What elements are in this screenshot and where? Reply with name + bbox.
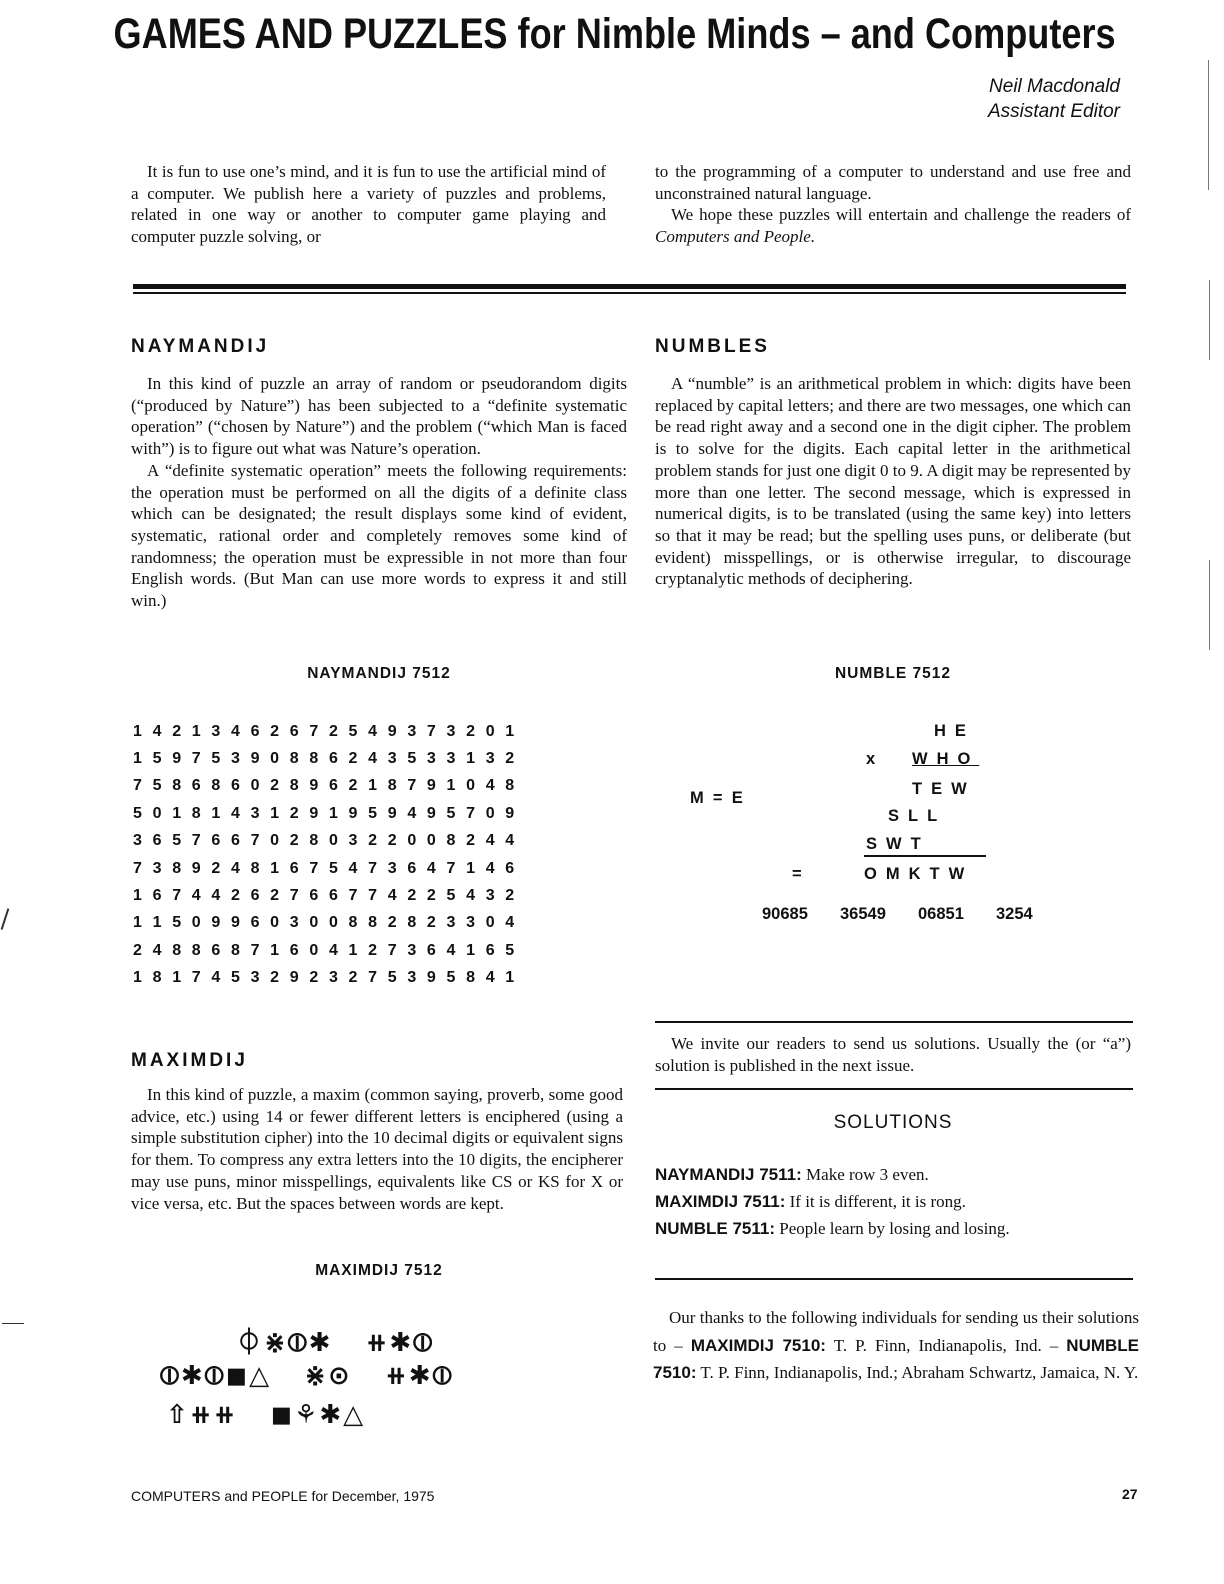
solution-item bbox=[655, 1188, 1131, 1215]
digit-cell: 8 bbox=[172, 941, 182, 959]
digit-cell: 7 bbox=[133, 777, 142, 795]
numble-times-sign: x bbox=[866, 750, 876, 768]
digit-cell: 2 bbox=[426, 887, 436, 905]
digit-cell: 8 bbox=[446, 832, 456, 850]
digit-cell: 7 bbox=[309, 722, 319, 740]
digit-cell: 2 bbox=[348, 750, 358, 768]
numble-partial-3: SWT bbox=[866, 835, 930, 853]
naymandij-paragraph-1: In this kind of puzzle an array of random or pseudorandom digits (“produced by Nature”) has been subjected to a “definite systematic operation” (“chosen by Nature”) and the problem (“which Man is faced with”) is to figure out what was Nature’s operation. bbox=[131, 374, 627, 459]
digit-cell: 2 bbox=[466, 832, 475, 850]
digit-cell: 1 bbox=[133, 914, 142, 932]
digit-cell: 7 bbox=[348, 887, 358, 905]
digit-cell: 1 bbox=[505, 722, 515, 740]
naymandij-puzzle-title: NAYMANDIJ 7512 bbox=[307, 665, 451, 682]
solution-text: People learn by losing and losing. bbox=[774, 1219, 1010, 1238]
solution-label: MAXIMDIJ 7511: bbox=[655, 1192, 786, 1211]
numble-message-group: 3254 bbox=[996, 905, 1033, 923]
digit-cell: 8 bbox=[250, 859, 260, 877]
digit-cell: 2 bbox=[309, 969, 319, 987]
digit-cell: 1 bbox=[446, 777, 456, 795]
digit-cell: 7 bbox=[172, 887, 182, 905]
digit-cell: 1 bbox=[270, 941, 280, 959]
scan-edge-mark bbox=[1209, 280, 1210, 360]
digit-cell: 4 bbox=[368, 722, 378, 740]
digit-cell: 1 bbox=[133, 969, 142, 987]
digit-cell: 0 bbox=[485, 722, 495, 740]
page-number: 27 bbox=[1122, 1486, 1138, 1502]
digit-cell: 7 bbox=[191, 750, 201, 768]
solution-label: NAYMANDIJ 7511: bbox=[655, 1165, 802, 1184]
digit-cell: 8 bbox=[191, 804, 201, 822]
digit-cell: 2 bbox=[407, 887, 417, 905]
numbles-paragraph-1: A “numble” is an arithmetical problem in which: digits have been replaced by capital letters; and there are two messages, one which can be read right away and a second one in the digit cipher. The problem is to solve for the digits. Each capital letter in the arithmetical problem stands for just one digit 0 to 9. A digit may be represented by more than one letter. The second message, which is expressed in numerical digits, is to be translated (using the same key) into letters so that it may be read; but the spelling uses puns, or deliberate (but evident) misspellings, or is otherwise irregular, to discourage cryptanalytic methods of deciphering. bbox=[655, 374, 1131, 589]
digit-cell: 6 bbox=[289, 859, 299, 877]
digit-cell: 4 bbox=[230, 804, 240, 822]
digit-cell: 2 bbox=[230, 887, 240, 905]
intro-right-text: We hope these puzzles will entertain and challenge the readers of bbox=[671, 205, 1131, 225]
digit-cell: 3 bbox=[387, 750, 397, 768]
digit-cell: 4 bbox=[211, 887, 221, 905]
thanks-text-part: Our thanks to the following individuals for sending us their solutions to – bbox=[653, 1308, 1139, 1355]
digit-row bbox=[133, 800, 525, 827]
digit-cell: 7 bbox=[250, 941, 260, 959]
solution-text: Make row 3 even. bbox=[801, 1165, 929, 1184]
digit-cell: 2 bbox=[387, 914, 397, 932]
solutions-heading: SOLUTIONS bbox=[833, 1112, 953, 1133]
digit-cell: 6 bbox=[230, 777, 240, 795]
digit-cell: 6 bbox=[485, 941, 495, 959]
digit-cell: 6 bbox=[152, 887, 162, 905]
digit-cell: 1 bbox=[270, 804, 280, 822]
digit-cell: 6 bbox=[505, 859, 515, 877]
digit-cell: 9 bbox=[387, 722, 397, 740]
digit-cell: 3 bbox=[250, 804, 260, 822]
digit-cell: 8 bbox=[211, 777, 221, 795]
digit-cell: 4 bbox=[505, 832, 515, 850]
invite-box bbox=[655, 1033, 1131, 1076]
digit-cell: 6 bbox=[426, 941, 436, 959]
digit-cell: 6 bbox=[230, 832, 240, 850]
intro-left-paragraph: It is fun to use one’s mind, and it is fun to use the artificial mind of a computer. We publish here a variety of puzzles and problems, related in one way or another to computer game playing and computer puzzle solving, or bbox=[131, 162, 606, 247]
digit-cell: 7 bbox=[426, 722, 436, 740]
digit-cell: 7 bbox=[387, 941, 397, 959]
digit-cell: 1 bbox=[172, 804, 182, 822]
digit-cell: 0 bbox=[152, 804, 162, 822]
digit-cell: 2 bbox=[289, 832, 299, 850]
digit-cell: 9 bbox=[348, 804, 358, 822]
digit-cell: 4 bbox=[211, 969, 221, 987]
solution-item bbox=[655, 1215, 1131, 1242]
solution-label: NUMBLE 7511: bbox=[655, 1219, 775, 1238]
digit-cell: 8 bbox=[172, 859, 182, 877]
digit-cell: 4 bbox=[485, 777, 495, 795]
solution-text: If it is different, it is rong. bbox=[785, 1192, 966, 1211]
numble-message-group: 90685 bbox=[762, 905, 808, 923]
digit-cell: 8 bbox=[289, 750, 299, 768]
author-role: Assistant Editor bbox=[988, 101, 1120, 122]
digit-row bbox=[133, 965, 525, 992]
invite-bottom-rule bbox=[655, 1088, 1133, 1090]
digit-cell: 8 bbox=[230, 941, 240, 959]
solutions-bottom-rule bbox=[655, 1278, 1133, 1280]
digit-cell: 3 bbox=[446, 722, 456, 740]
digit-cell: 4 bbox=[152, 941, 162, 959]
digit-cell: 6 bbox=[211, 832, 221, 850]
digit-row bbox=[133, 937, 525, 964]
numble-equals-sign: = bbox=[792, 865, 802, 883]
digit-cell: 2 bbox=[348, 969, 358, 987]
digit-cell: 5 bbox=[133, 804, 142, 822]
digit-row bbox=[133, 773, 525, 800]
digit-cell: 9 bbox=[250, 750, 260, 768]
digit-cell: 3 bbox=[426, 750, 436, 768]
digit-row bbox=[133, 910, 525, 937]
author-name: Neil Macdonald bbox=[989, 76, 1120, 97]
digit-cell: 6 bbox=[191, 777, 201, 795]
digit-cell: 2 bbox=[270, 969, 280, 987]
digit-cell: 3 bbox=[407, 722, 417, 740]
invite-text: We invite our readers to send us solutions. Usually the (or “a”) solution is published in the next issue. bbox=[655, 1034, 1131, 1075]
digit-cell: 6 bbox=[309, 887, 319, 905]
digit-cell: 7 bbox=[446, 859, 456, 877]
digit-cell: 0 bbox=[270, 832, 280, 850]
digit-cell: 6 bbox=[289, 722, 299, 740]
digit-cell: 9 bbox=[172, 750, 182, 768]
digit-cell: 9 bbox=[426, 804, 436, 822]
digit-cell: 1 bbox=[133, 750, 142, 768]
digit-cell: 0 bbox=[309, 914, 319, 932]
digit-cell: 2 bbox=[133, 941, 142, 959]
digit-cell: 5 bbox=[172, 832, 182, 850]
digit-cell: 2 bbox=[505, 887, 515, 905]
digit-cell: 7 bbox=[309, 859, 319, 877]
digit-cell: 8 bbox=[172, 777, 182, 795]
maximdij-heading: MAXIMDIJ bbox=[131, 1050, 248, 1071]
digit-cell: 9 bbox=[309, 804, 319, 822]
digit-row bbox=[133, 718, 525, 745]
scan-edge-mark bbox=[1208, 60, 1209, 190]
digit-cell: 6 bbox=[289, 941, 299, 959]
digit-cell: 5 bbox=[505, 941, 515, 959]
header-divider-thick bbox=[133, 284, 1126, 289]
digit-cell: 2 bbox=[270, 722, 280, 740]
digit-cell: 5 bbox=[368, 804, 378, 822]
digit-cell: 0 bbox=[426, 832, 436, 850]
numbles-heading: NUMBLES bbox=[655, 336, 770, 357]
digit-cell: 2 bbox=[368, 941, 378, 959]
digit-cell: 2 bbox=[211, 859, 221, 877]
digit-cell: 2 bbox=[289, 804, 299, 822]
digit-cell: 8 bbox=[309, 750, 319, 768]
numble-condition: M = E bbox=[690, 789, 743, 807]
digit-cell: 0 bbox=[328, 914, 338, 932]
digit-cell: 4 bbox=[426, 859, 436, 877]
digit-cell: 4 bbox=[505, 914, 515, 932]
digit-cell: 1 bbox=[466, 750, 475, 768]
digit-cell: 5 bbox=[446, 804, 456, 822]
intro-right-paragraph-2 bbox=[655, 204, 1131, 247]
digit-cell: 0 bbox=[485, 914, 495, 932]
digit-cell: 0 bbox=[250, 777, 260, 795]
digit-cell: 1 bbox=[191, 722, 201, 740]
digit-cell: 4 bbox=[152, 722, 162, 740]
maximdij-paragraph-1: In this kind of puzzle, a maxim (common saying, proverb, some good advice, etc.) using 14 or fewer different letters is enciphered (using a simple substitution cipher) into the 10 decimal digits or equivalent signs for them. To compress any extra letters into the 10 digits, the encipherer may use puns, minor misspellings, equivalents like CS or KS for X or vice versa, etc. But the spaces between words are kept. bbox=[131, 1085, 623, 1213]
digit-cell: 1 bbox=[133, 722, 142, 740]
numble-multiplicand: HE bbox=[934, 722, 975, 740]
digit-cell: 0 bbox=[466, 777, 475, 795]
digit-cell: 8 bbox=[387, 777, 397, 795]
intro-left bbox=[131, 161, 606, 248]
digit-cell: 3 bbox=[485, 750, 495, 768]
digit-cell: 5 bbox=[387, 969, 397, 987]
digit-cell: 5 bbox=[152, 777, 162, 795]
digit-cell: 2 bbox=[466, 722, 475, 740]
digit-cell: 4 bbox=[466, 887, 475, 905]
digit-cell: 8 bbox=[466, 969, 475, 987]
digit-cell: 1 bbox=[466, 859, 475, 877]
digit-cell: 2 bbox=[387, 832, 397, 850]
naymandij-paragraph-2: A “definite systematic operation” meets the following requirements: the operation must be performed on all the digits of a definite class which can be designated; the result displays some kind of evident, systematic, rational order and completely removes some kind of randomness; the operation must be expressible in not more than four English words. (But Man can use more words to express it and still win.) bbox=[131, 460, 627, 611]
numble-sum-line bbox=[864, 855, 986, 857]
digit-cell: 1 bbox=[368, 777, 378, 795]
digit-cell: 3 bbox=[466, 914, 475, 932]
digit-cell: 1 bbox=[328, 804, 338, 822]
digit-cell: 1 bbox=[270, 859, 280, 877]
digit-cell: 6 bbox=[328, 750, 338, 768]
digit-cell: 7 bbox=[368, 887, 378, 905]
digit-row bbox=[133, 828, 525, 855]
digit-cell: 0 bbox=[407, 832, 417, 850]
solutions-list bbox=[655, 1161, 1131, 1242]
digit-cell: 3 bbox=[328, 969, 338, 987]
magazine-name: Computers and People. bbox=[655, 227, 816, 247]
maximdij-cipher-line: ⇧⧺⧺ ◼⚘✱△ bbox=[166, 1400, 366, 1430]
digit-cell: 8 bbox=[505, 777, 515, 795]
digit-cell: 4 bbox=[191, 887, 201, 905]
scan-edge-mark bbox=[1, 908, 9, 929]
digit-cell: 3 bbox=[289, 914, 299, 932]
digit-cell: 9 bbox=[505, 804, 515, 822]
digit-cell: 2 bbox=[368, 832, 378, 850]
digit-cell: 9 bbox=[309, 777, 319, 795]
digit-cell: 0 bbox=[485, 804, 495, 822]
digit-cell: 6 bbox=[250, 887, 260, 905]
digit-cell: 7 bbox=[191, 969, 201, 987]
digit-cell: 9 bbox=[289, 969, 299, 987]
maximdij-cipher-line: ⏀⋇⦶✱ ⧺✱⦶ bbox=[236, 1328, 435, 1358]
digit-cell: 5 bbox=[152, 750, 162, 768]
digit-cell: 6 bbox=[250, 722, 260, 740]
digit-cell: 2 bbox=[426, 914, 436, 932]
digit-cell: 4 bbox=[348, 859, 358, 877]
naymandij-digit-grid bbox=[133, 718, 525, 992]
naymandij-heading: NAYMANDIJ bbox=[131, 336, 270, 357]
thanks-paragraph bbox=[653, 1304, 1139, 1387]
digit-cell: 8 bbox=[309, 832, 319, 850]
digit-cell: 5 bbox=[446, 969, 456, 987]
digit-cell: 2 bbox=[270, 887, 280, 905]
numble-partial-1: TEW bbox=[912, 780, 976, 798]
digit-cell: 2 bbox=[172, 722, 182, 740]
digit-cell: 8 bbox=[368, 914, 378, 932]
thanks-puzzle-label: NUMBLE 7510: bbox=[653, 1335, 1140, 1382]
digit-cell: 4 bbox=[230, 722, 240, 740]
digit-cell: 3 bbox=[250, 969, 260, 987]
digit-cell: 8 bbox=[348, 914, 358, 932]
digit-row bbox=[133, 882, 525, 909]
digit-cell: 6 bbox=[328, 777, 338, 795]
maximdij-description bbox=[131, 1084, 623, 1214]
digit-cell: 4 bbox=[407, 804, 417, 822]
digit-cell: 6 bbox=[152, 832, 162, 850]
numbles-description bbox=[655, 373, 1131, 590]
maximdij-puzzle-title: MAXIMDIJ 7512 bbox=[315, 1262, 443, 1279]
digit-cell: 8 bbox=[191, 941, 201, 959]
digit-cell: 3 bbox=[407, 969, 417, 987]
numble-message-group: 36549 bbox=[840, 905, 886, 923]
digit-cell: 4 bbox=[446, 941, 456, 959]
digit-cell: 5 bbox=[230, 969, 240, 987]
digit-cell: 8 bbox=[289, 777, 299, 795]
digit-cell: 7 bbox=[368, 969, 378, 987]
digit-cell: 8 bbox=[152, 969, 162, 987]
numble-puzzle-title: NUMBLE 7512 bbox=[834, 665, 952, 682]
digit-cell: 4 bbox=[485, 859, 495, 877]
digit-cell: 9 bbox=[211, 914, 221, 932]
digit-cell: 0 bbox=[270, 914, 280, 932]
digit-cell: 9 bbox=[426, 777, 436, 795]
header-divider-thin bbox=[133, 292, 1126, 294]
digit-cell: 1 bbox=[133, 887, 142, 905]
digit-cell: 0 bbox=[270, 750, 280, 768]
digit-cell: 4 bbox=[230, 859, 240, 877]
digit-cell: 6 bbox=[407, 859, 417, 877]
maximdij-cipher-line: ⦶✱⦶◼△ ⋇⊙ ⧺✱⦶ bbox=[160, 1361, 454, 1391]
digit-cell: 2 bbox=[328, 722, 338, 740]
digit-row bbox=[133, 745, 525, 772]
digit-cell: 9 bbox=[387, 804, 397, 822]
digit-row bbox=[133, 855, 525, 882]
thanks-text-part: T. P. Finn, Indianapolis, Ind.; Abraham Schwartz, Jamaica, N. Y. bbox=[696, 1363, 1139, 1382]
digit-cell: 1 bbox=[505, 969, 515, 987]
numble-message-group: 06851 bbox=[918, 905, 964, 923]
digit-cell: 9 bbox=[191, 859, 201, 877]
digit-cell: 0 bbox=[191, 914, 201, 932]
intro-right-paragraph-1: to the programming of a computer to understand and use free and unconstrained natural language. bbox=[655, 162, 1131, 203]
digit-cell: 4 bbox=[368, 750, 378, 768]
naymandij-description bbox=[131, 373, 627, 612]
digit-cell: 2 bbox=[270, 777, 280, 795]
digit-cell: 3 bbox=[133, 832, 142, 850]
digit-cell: 5 bbox=[348, 722, 358, 740]
digit-cell: 4 bbox=[328, 941, 338, 959]
digit-cell: 5 bbox=[211, 750, 221, 768]
intro-right bbox=[655, 161, 1131, 248]
digit-cell: 4 bbox=[485, 832, 495, 850]
digit-cell: 6 bbox=[250, 914, 260, 932]
footer-publication: COMPUTERS and PEOPLE for December, 1975 bbox=[131, 1488, 435, 1504]
digit-cell: 3 bbox=[230, 750, 240, 768]
digit-cell: 3 bbox=[446, 914, 456, 932]
digit-cell: 1 bbox=[172, 969, 182, 987]
digit-cell: 1 bbox=[466, 941, 475, 959]
digit-cell: 1 bbox=[152, 914, 162, 932]
digit-cell: 7 bbox=[191, 832, 201, 850]
numble-multiplier: WHO bbox=[912, 750, 980, 768]
digit-cell: 5 bbox=[407, 750, 417, 768]
digit-cell: 2 bbox=[348, 777, 358, 795]
digit-cell: 0 bbox=[309, 941, 319, 959]
digit-cell: 7 bbox=[133, 859, 142, 877]
scan-edge-mark bbox=[1209, 560, 1210, 650]
digit-cell: 9 bbox=[230, 914, 240, 932]
digit-cell: 3 bbox=[211, 722, 221, 740]
digit-cell: 3 bbox=[407, 941, 417, 959]
digit-cell: 7 bbox=[289, 887, 299, 905]
page-title: GAMES AND PUZZLES for Nimble Minds – and Computers bbox=[113, 10, 1116, 58]
digit-cell: 1 bbox=[211, 804, 221, 822]
digit-cell: 5 bbox=[446, 887, 456, 905]
thanks-text bbox=[653, 1304, 1139, 1387]
digit-cell: 5 bbox=[172, 914, 182, 932]
digit-cell: 1 bbox=[348, 941, 358, 959]
digit-cell: 3 bbox=[152, 859, 162, 877]
digit-cell: 2 bbox=[505, 750, 515, 768]
digit-cell: 6 bbox=[211, 941, 221, 959]
digit-cell: 7 bbox=[368, 859, 378, 877]
digit-cell: 4 bbox=[387, 887, 397, 905]
digit-cell: 3 bbox=[485, 887, 495, 905]
digit-cell: 6 bbox=[328, 887, 338, 905]
digit-cell: 3 bbox=[446, 750, 456, 768]
digit-cell: 7 bbox=[466, 804, 475, 822]
digit-cell: 3 bbox=[348, 832, 358, 850]
thanks-puzzle-label: MAXIMDIJ 7510: bbox=[690, 1335, 826, 1355]
digit-cell: 7 bbox=[407, 777, 417, 795]
digit-cell: 7 bbox=[250, 832, 260, 850]
solution-item bbox=[655, 1161, 1131, 1188]
scan-edge-mark bbox=[2, 1323, 24, 1324]
digit-cell: 5 bbox=[328, 859, 338, 877]
digit-cell: 8 bbox=[407, 914, 417, 932]
invite-top-rule bbox=[655, 1021, 1133, 1023]
digit-cell: 3 bbox=[387, 859, 397, 877]
thanks-text-part: T. P. Finn, Indianapolis, Ind. – bbox=[825, 1335, 1067, 1355]
numble-partial-2: SLL bbox=[888, 807, 947, 825]
numble-result: OMKTW bbox=[864, 865, 974, 883]
digit-cell: 0 bbox=[328, 832, 338, 850]
digit-cell: 9 bbox=[426, 969, 436, 987]
digit-cell: 4 bbox=[485, 969, 495, 987]
